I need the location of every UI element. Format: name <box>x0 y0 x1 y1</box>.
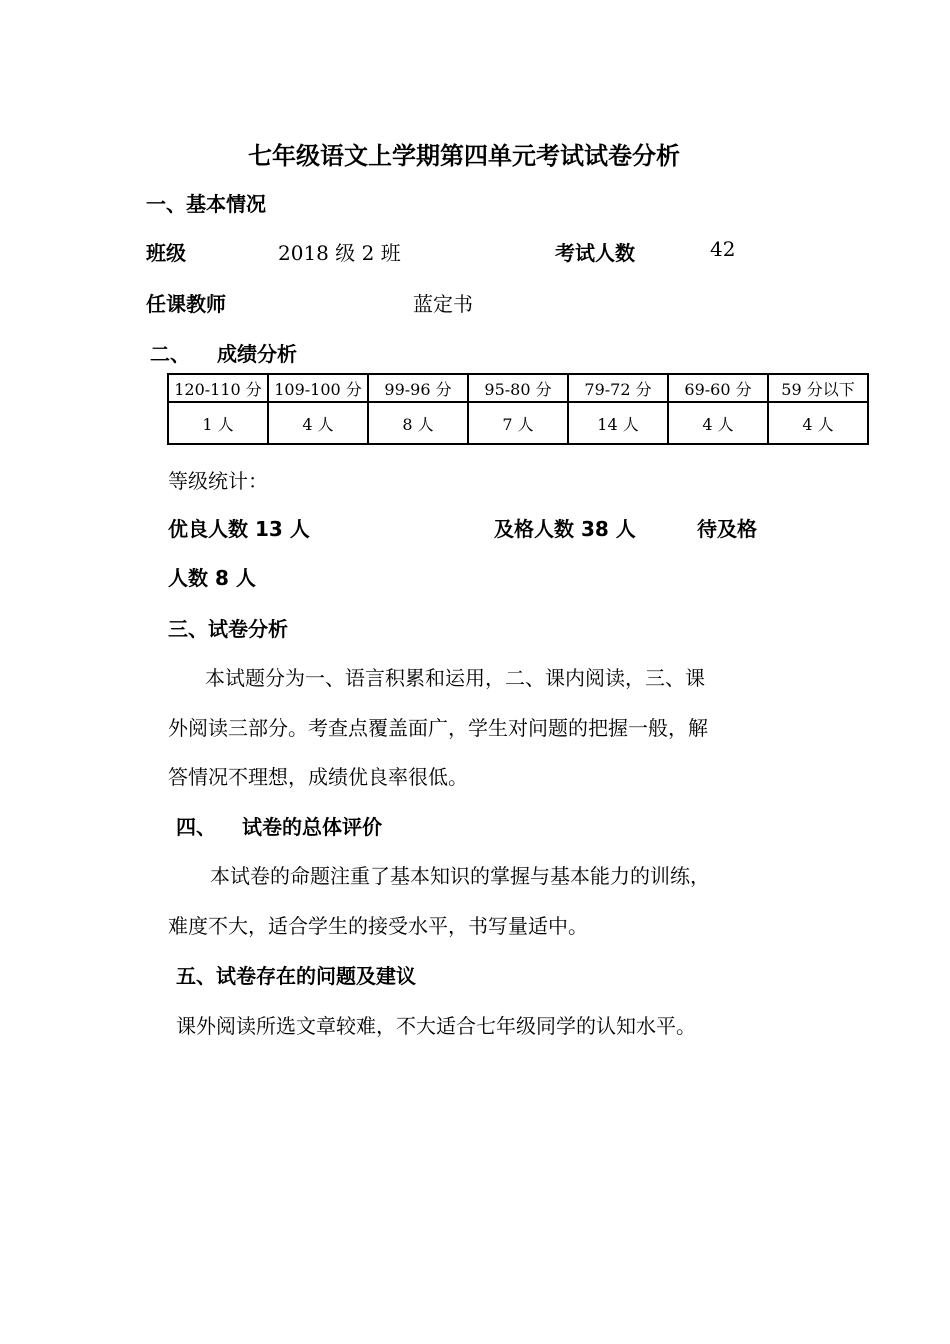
section-3-line-2: 外阅读三部分。考查点覆盖面广，学生对问题的把握一般，解 <box>168 716 708 740</box>
table-cell: 4 人 <box>768 402 868 444</box>
table-cell: 14 人 <box>568 402 668 444</box>
teacher-value: 蓝定书 <box>413 292 473 316</box>
document-title: 七年级语文上学期第四单元考试试卷分析 <box>248 142 680 170</box>
section-4-line-2: 难度不大，适合学生的接受水平，书写量适中。 <box>168 914 588 938</box>
table-header-cell: 99-96 分 <box>368 374 468 402</box>
table-header-row <box>168 374 868 402</box>
table-header-cell: 95-80 分 <box>468 374 568 402</box>
exam-count-label: 考试人数 <box>555 241 635 265</box>
section-4-heading-number: 四、 <box>176 815 216 839</box>
table-header-cell: 120-110 分 <box>168 374 268 402</box>
section-4-heading: 试卷的总体评价 <box>242 815 382 839</box>
table-cell: 8 人 <box>368 402 468 444</box>
pass-count: 及格人数 38 人 <box>494 517 636 541</box>
table-header-cell: 59 分以下 <box>768 374 868 402</box>
table-cell: 4 人 <box>268 402 368 444</box>
section-3-heading: 三、试卷分析 <box>168 617 288 641</box>
section-2-heading: 成绩分析 <box>217 342 297 366</box>
table-header-cell: 79-72 分 <box>568 374 668 402</box>
pending-count-part2: 人数 8 人 <box>168 566 256 590</box>
class-label: 班级 <box>146 241 186 265</box>
section-2-heading-number: 二、 <box>150 342 190 366</box>
grade-stats-label: 等级统计： <box>168 469 268 493</box>
exam-count-value: 42 <box>710 237 736 261</box>
teacher-label: 任课教师 <box>146 292 226 316</box>
table-cell: 7 人 <box>468 402 568 444</box>
section-1-heading: 一、基本情况 <box>146 192 266 216</box>
section-5-line-1: 课外阅读所选文章较难，不大适合七年级同学的认知水平。 <box>176 1014 696 1038</box>
pending-count-part1: 待及格 <box>697 517 757 541</box>
section-5-heading: 五、试卷存在的问题及建议 <box>176 964 416 988</box>
table-cell: 4 人 <box>668 402 768 444</box>
score-distribution-table <box>167 373 869 445</box>
section-3-line-3: 答情况不理想，成绩优良率很低。 <box>168 765 468 789</box>
excellent-count: 优良人数 13 人 <box>168 517 310 541</box>
table-header-cell: 109-100 分 <box>268 374 368 402</box>
table-header-cell: 69-60 分 <box>668 374 768 402</box>
section-4-line-1: 本试卷的命题注重了基本知识的掌握与基本能力的训练， <box>210 864 710 888</box>
table-row <box>168 402 868 444</box>
class-value: 2018 级 2 班 <box>278 241 401 265</box>
table-cell: 1 人 <box>168 402 268 444</box>
section-3-line-1: 本试题分为一、语言积累和运用，二、课内阅读，三、课 <box>205 666 705 690</box>
